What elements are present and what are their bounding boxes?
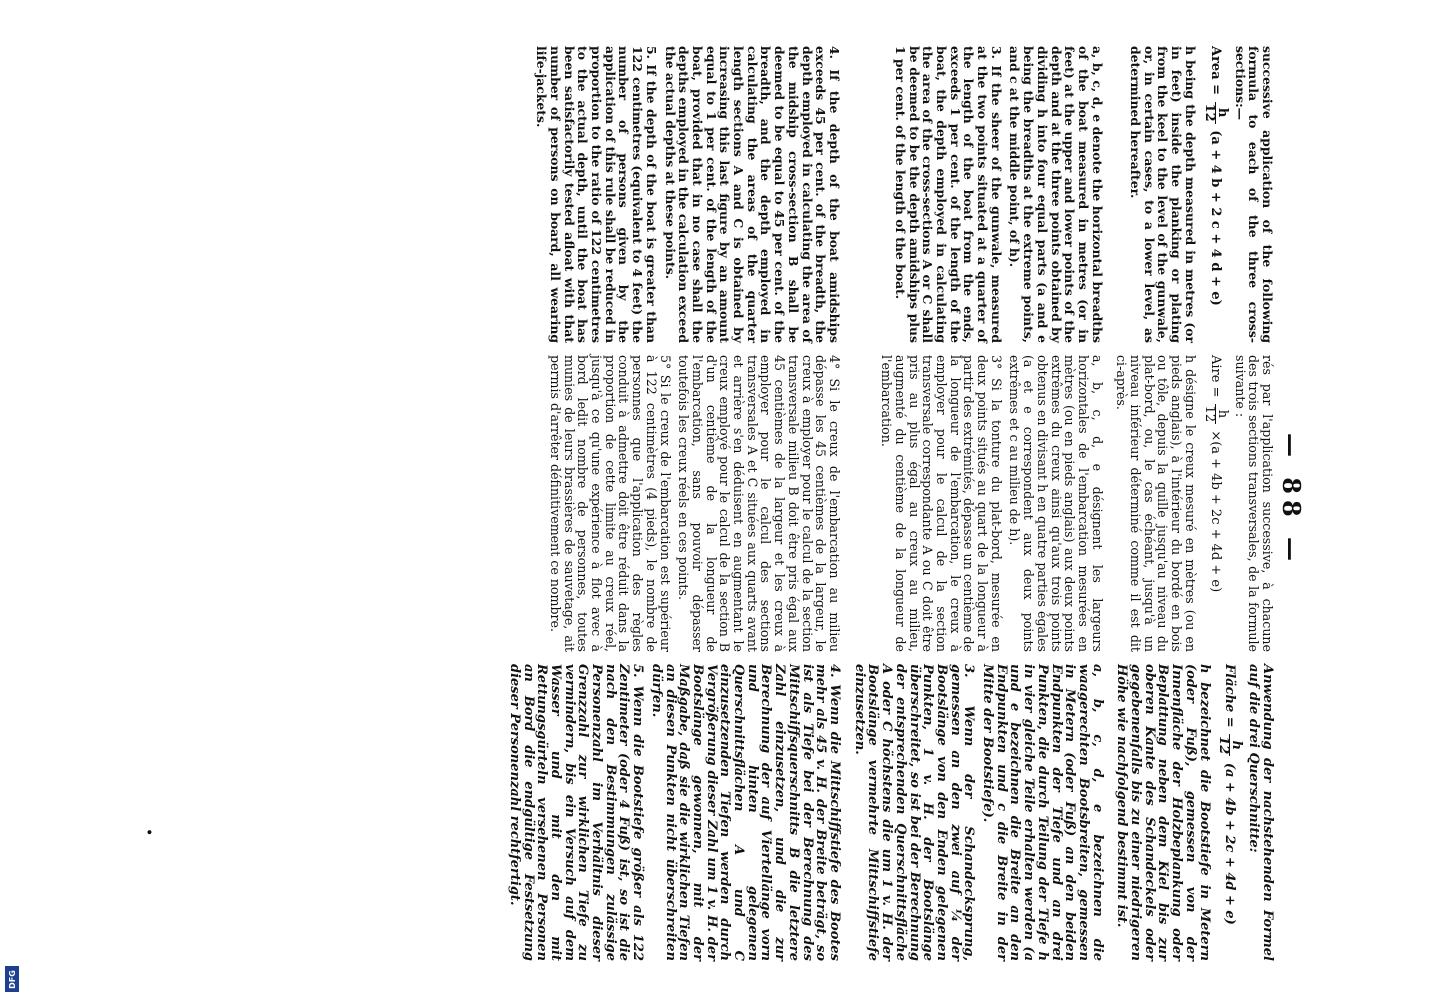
german-column: [1110, 664, 1274, 961]
french-column: [847, 355, 1104, 652]
paragraph: h being the depth measured in metres (or in feet) inside the planking or plating from the keel to the level of the gunwale, or, in certain cases, to a lower level, as determined hereafter.: [1128, 46, 1198, 343]
trilingual-text-grid: [64, 46, 1274, 961]
fraction: [1203, 102, 1228, 124]
english-column: [502, 46, 841, 343]
fraction-numerator: h: [1215, 404, 1228, 425]
fraction: [1203, 404, 1228, 425]
paragraph: 3° Si la tonture du plat-bord, mesurée en deux points situés au quart de la longueur à partir des extrémités, dépasse un centième de la longueur de l'embarcation, le creux à employer pour le calcul de la section transversale correspondante A ou C doit être pris au plus égal au creux au milieu, augmenté du centième de la longueur de l'embarcation.: [879, 355, 1004, 652]
fraction-numerator: h: [1229, 734, 1242, 756]
paragraph: h bezeichnet die Bootstiefe in Metern (oder Fuß), gemessen von der Innenfläche der Holzbeplankung oder Beplattung neben dem Kiel bis zur oberen Kante des Schandeckels oder gegebenenfalls bis zu einer niedrigeren Höhe wie nachfolgend bestimmt ist.: [1114, 664, 1212, 961]
german-column: [847, 664, 1104, 961]
formula-rhs: (a + 4 b + 2 c + 4 d + e): [1207, 130, 1223, 306]
dfg-logo-icon: [5, 966, 19, 992]
fraction-denominator: 12: [1201, 405, 1217, 423]
fraction-denominator: 12: [1215, 736, 1231, 755]
fraction-numerator: h: [1215, 102, 1228, 124]
section-row-3: [502, 46, 841, 961]
paragraph: Anwendung der nachstehenden Formel auf die drei Querschnitte:: [1246, 664, 1275, 961]
paragraph: successive application of the following formula to each of the three cross-sections:—: [1232, 46, 1275, 343]
english-column: [1110, 46, 1274, 343]
french-column: [1110, 355, 1274, 652]
german-column: [502, 664, 841, 961]
formula-rhs: (a + 4b + 2c + 4d + e): [1221, 762, 1237, 925]
page-number: — 88 —: [1277, 432, 1306, 568]
formula-lhs: Fläche =: [1221, 664, 1237, 728]
section-row-1: [1110, 46, 1274, 961]
paragraph: 5. Wenn die Bootstiefe größer als 122 Zentimeter (oder 4 Fuß) ist, so ist die nach den Bestimmungen zulässige Personenzahl im Verhältnis dieser Grenzzahl zur wirklichen Tiefe zu vermindern, bis ein Versuch auf dem Wasser und mit den mit Rettungsgürteln versehenen Personen an Bord die endgültige Festsetzung dieser Personenzahl rechtfertigt.: [506, 664, 646, 961]
digitization-footer: [4, 0, 20, 1000]
area-formula: [1217, 664, 1242, 961]
dfg-logo-text: DFG: [7, 969, 17, 989]
formula-lhs: Aire =: [1207, 355, 1223, 398]
paragraph: a, b, c, d, e denote the horizontal breadths of the boat measured in metres (or in feet) at the upper and lower points of the depth and at the three points obtained by dividing h into four equal parts (a and e being the breadths at the extreme points, and c at the middle point, of h).: [1007, 46, 1105, 343]
english-column: [847, 46, 1104, 343]
paragraph: 4. If the depth of the boat amidships exceeds 45 per cent. of the breadth, the depth employed in calculating the area of the midship cross-section B shall be deemed to be equal to 45 per cent. of the breadth, and the depth employed in calculating the areas of the quarter length sections A and C is obtained by increasing this last figure by an amount equal to 1 per cent. of the length of the boat, provided that in no case shall the depths employed in the calculation exceed the actual depths at these points.: [662, 46, 843, 343]
paragraph: a, b, c, d, e désignent les largeurs horizontales de l'embarcation mesurées en mètres (ou en pieds anglais) aux deux points extrêmes du creux ainsi qu'aux trois points obtenus en divisant h en quatre parties égales (a et e correspondent aux deux points extrêmes et c au milieu de h).: [1007, 355, 1105, 652]
section-row-2: [847, 46, 1104, 961]
french-column: [502, 355, 841, 652]
paragraph: 3. Wenn der Schandecksprung, gemessen an den zwei auf ¼ der Bootslänge von den Enden gelegenen Punkten, 1 v. H. der Bootslänge überschreitet, so ist bei der Berechnung der entsprechenden Querschnittsfläche A oder C höchstens die um 1 v. H. der Bootslänge vermehrte Mittschiffstiefe einzusetzen.: [851, 664, 977, 961]
ink-dot: •: [140, 828, 156, 837]
area-formula: [1203, 355, 1228, 652]
paragraph: 3. If the sheer of the gunwale, measured at the two points situated at a quarter of the length of the boat from the ends, exceeds 1 per cent. of the length of the boat, the depth employed in calculating the area of the cross-sections A or C shall be deemed to be the depth amidships plus 1 per cent. of the length of the boat.: [892, 46, 1004, 343]
paragraph: a, b, c, d, e bezeichnen die waagerechten Bootsbreiten, gemessen in Metern (oder Fuß) an den beiden Endpunkten der Tiefe und an drei Punkten, die durch Teilung der Tiefe h in vier gleiche Teile erhalten werden (a und e bezeichnen die Breite an den Endpunkten und c die Breite in der Mitte der Bootstiefe).: [980, 664, 1105, 961]
fraction: [1217, 734, 1242, 756]
formula-lhs: Area =: [1207, 46, 1223, 96]
formula-rhs: ×(a + 4b + 2c + 4d + e): [1207, 430, 1223, 593]
paragraph: 5° Si le creux de l'embarcation est supérieur à 122 centimètres (4 pieds), le nombre de personnes que l'application des règles conduit à admettre doit être réduit dans la proportion de cette limite au creux réel, jusqu'à ce qu'une expérience à flot avec à bord ledit nombre de personnes, toutes munies de leurs brassières de sauvetage, ait permis d'arrêter définitivement ce nombre.: [547, 355, 673, 652]
paragraph: 5. If the depth of the boat is greater than 122 centimetres (equivalent to 4 feet) the number of persons given by the application of this rule shall be reduced in proportion to the ratio of 122 centimetres to the actual depth, until the boat has been satisfactorily tested afloat with that number of persons on board, all wearing life-jackets.: [534, 46, 659, 343]
area-formula: [1203, 46, 1228, 343]
paragraph: 4° Si le creux de l'embarcation au milieu dépasse les 45 centièmes de la largeur, le creux à employer pour le calcul de la section transversale milieu B doit être pris égal aux 45 centièmes de la largeur et les creux à employer pour le calcul des sections transversales A et C situées aux quarts avant et arrière s'en déduisent en augmentant le creux employé pour le calcul de la section B d'un centième de la longueur de l'embarcation, sans pouvoir dépasser toutefois les creux réels en ces points.: [676, 355, 843, 652]
fraction-denominator: 12: [1201, 103, 1217, 122]
paragraph: rés par l'application successive, à chacune des trois sections transversales, de la formule suivante :: [1232, 355, 1275, 652]
paragraph: h désigne le creux mesuré en mètres (ou en pieds anglais), à l'intérieur du bordé en bois ou tôle, depuis la quille jusqu'au niveau du plat-bord, ou, le cas échéant, jusqu'à un niveau inférieur déterminé comme il est dit ci-après.: [1114, 355, 1198, 652]
paragraph: 4. Wenn die Mittschiffstiefe des Bootes mehr als 45 v. H. der Breite beträgt, so ist als Tiefe bei der Berechnung des Mittschiffsquerschnitts B die letztere Zahl einzusetzen, und die zur Berechnung der auf Viertellänge vorn und hinten gelegenen Querschnittsflächen A und C einzusetzenden Tiefen werden durch Vergrößerung dieser Zahl um 1 v. H. der Bootslänge gewonnen, mit der Maßgabe, daß sie die wirklichen Tiefen an diesen Punkten nicht überschreiten dürfen.: [648, 664, 843, 961]
